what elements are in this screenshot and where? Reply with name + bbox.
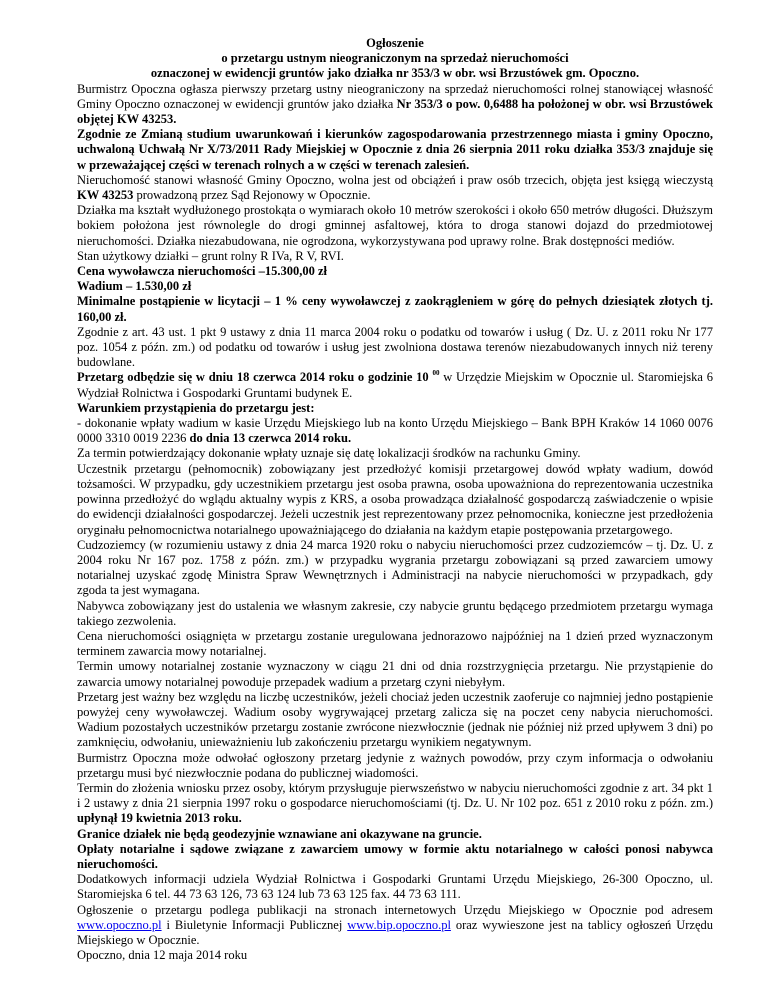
payment-date-paragraph: Za termin potwierdzający dokonanie wpłaty uznaje się datę lokalizacji środków na rachunku Gminy.	[77, 446, 581, 461]
usage-paragraph: Stan użytkowy działki – grunt rolny R IVa, R V, RVI.	[77, 248, 344, 263]
deposit-amount: Wadium – 1.530,00 zł	[77, 279, 192, 294]
deposit-payment-paragraph	[77, 416, 713, 446]
starting-price: Cena wywoławcza nieruchomości –15.300,00 zł	[77, 264, 327, 279]
title-parcel-line: oznaczonej w ewidencji gruntów jako działka nr 353/3 w obr. wsi Brzustówek gm. Opoczno.	[150, 66, 640, 81]
notarial-deadline-paragraph: Termin umowy notarialnej zostanie wyznaczony w ciągu 21 dni od dnia rozstrzygnięcia przetargu. Nie przystąpienie do zawarcia umowy notarialnej powoduje przepadek wadium a przetarg czyni niebyłym.	[77, 659, 713, 689]
date-signature: Opoczno, dnia 12 maja 2014 roku	[77, 948, 248, 963]
court-text: prowadzoną przez Sąd Rejonowy w Opocznie.	[133, 188, 371, 203]
boundaries-paragraph: Granice działek nie będą geodezyjnie wznawiane ani okazywane na gruncie.	[77, 826, 482, 841]
bip-website-link[interactable]: www.bip.opoczno.pl	[347, 917, 451, 932]
price-settlement-paragraph: Cena nieruchomości osiągnięta w przetargu zostanie uregulowana jednorazowo najpóźniej na 1 dzień przed wyznaczonym terminem zawarcia mowy notarialnej.	[77, 628, 713, 659]
announcement-document	[77, 36, 713, 963]
notice-board-text: oraz wywieszone jest na tablicy ogłoszeń Urzędu Miejskiego w Opocznie.	[77, 917, 713, 947]
land-register-number: KW 43253	[77, 188, 134, 203]
auction-date: Przetarg odbędzie się w dniu 18 czerwca 2014 roku o godzinie 10	[77, 370, 433, 385]
auction-location: w Urzędzie Miejskim w Opocznie ul. Staromiejska 6 Wydział Rolnictwa i Gospodarki Gruntami budynek E.	[77, 370, 713, 400]
ownership-paragraph	[77, 173, 713, 203]
title-subheading: o przetargu ustnym nieograniczonym na sprzedaż nieruchomości	[221, 51, 569, 66]
bip-text: i Biuletynie Informacji Publicznej	[161, 917, 348, 932]
zoning-paragraph: Zgodnie ze Zmianą studium uwarunkowań i kierunków zagospodarowania przestrzennego miasta i gminy Opoczno, uchwaloną Uchwałą Nr X/73/2011 Rady Miejskiej w Opocznie z dnia 26 sierpnia 2011 roku działka 353/3 znajduje się w przeważającej części w terenach rolnych a w części w terenach zalesień.	[77, 127, 713, 172]
priority-deadline: upłynął 19 kwietnia 2013 roku.	[77, 811, 242, 826]
publication-text: Ogłoszenie o przetargu podlega publikacji na stronach internetowych Urzędu Miejskiego w Opocznie pod adresem	[77, 902, 713, 917]
publication-paragraph	[77, 903, 713, 949]
contact-paragraph: Dodatkowych informacji udziela Wydział Rolnictwa i Gospodarki Gruntami Urzędu Miejskiego, 26-300 Opoczno, ul. Staromiejska 6 tel. 44 73 63 126, 73 63 124 lub 73 63 125 fax. 44 73 63 111.	[77, 872, 713, 902]
foreigners-paragraph: Cudzoziemcy (w rozumieniu ustawy z dnia 24 marca 1920 roku o nabyciu nieruchomości przez cudzoziemców – tj. Dz. U. z 2004 roku Nr 167 poz. 1758 z późn. zm.) w przypadku wygrania przetargu zobowiązani są przed zawarciem umowy notarialnej uzyskać zgodę Ministra Spraw Wewnętrznych i Administracji na nabycie nieruchomości w przypadkach, gdy zgoda ta jest wymagana.	[77, 537, 713, 598]
parcel-details: Nr 353/3 o pow. 0,6488 ha położonej w obr. wsi Brzustówek objętej KW 43253.	[77, 96, 713, 127]
priority-paragraph	[77, 781, 713, 827]
cancellation-paragraph: Burmistrz Opoczna może odwołać ogłoszony przetarg jedynie z ważnych powodów, przy czym informacja o odwołaniu przetargu musi być niezwłocznie podana do publicznej wiadomości.	[77, 750, 713, 780]
deposit-payment-text: - dokonanie wpłaty wadium w kasie Urzędu Miejskiego lub na konto Urzędu Miejskiego – Bank BPH Kraków 14 1060 0076 0000 3310 0019 2236	[77, 416, 713, 446]
vat-paragraph: Zgodnie z art. 43 ust. 1 pkt 9 ustawy z dnia 11 marca 2004 roku o podatku od towarów i usług ( Dz. U. z 2011 roku Nr 177 poz. 1054 z późn. zm.) od podatku od towarów i usług jest zwolniona dostawa terenów niezabudowanych innych niż tereny budowlane.	[77, 324, 713, 370]
priority-text: Termin do złożenia wniosku przez osoby, którym przysługuje pierwszeństwo w nabyciu nieruchomości zgodnie z art. 34 pkt 1 i 2 ustawy z dnia 21 sierpnia 1997 roku o gospodarce nieruchomościami (tj. Dz. U. Nr 102 poz. 651 z 2010 roku z późn. zm.)	[77, 780, 713, 811]
validity-paragraph: Przetarg jest ważny bez względu na liczbę uczestników, jeżeli chociaż jeden uczestnik zaoferuje co najmniej jedno postąpienie powyżej ceny wywoławczej. Wadium osoby wygrywającej przetarg zalicza się na poczet ceny nabycia nieruchomości. Wadium pozostałych uczestników przetargu zostanie zwrócone niezwłocznie (jednak nie później niż przed upływem 3 dni) po zamknięciu, odwołaniu, unieważnieniu lub zakończeniu przetargu wynikiem negatywnym.	[77, 689, 713, 750]
ownership-text: Nieruchomość stanowi własność Gminy Opoczno, wolna jest od obciążeń i praw osób trzecich, objęta jest księgą wieczystą	[77, 172, 713, 187]
conditions-heading: Warunkiem przystąpienia do przetargu jest:	[77, 400, 315, 415]
intro-paragraph	[77, 82, 713, 128]
auction-time-minutes: 00	[432, 369, 440, 378]
fees-paragraph: Opłaty notarialne i sądowe związane z zawarciem umowy w formie aktu notarialnego w całości ponosi nabywca nieruchomości.	[77, 841, 713, 871]
minimum-increment: Minimalne postąpienie w licytacji – 1 % ceny wywoławczej z zaokrągleniem w górę do pełnych dziesiątek złotych tj. 160,00 zł.	[77, 294, 713, 324]
participant-docs-paragraph: Uczestnik przetargu (pełnomocnik) zobowiązany jest przedłożyć komisji przetargowej dowód wpłaty wadium, dowód tożsamości. W przypadku, gdy uczestnikiem przetargu jest osoba prawna, osoba upoważniona do reprezentowania uczestnika powinna przedłożyć do wglądu aktualny wypis z KRS, a osoba prowadząca działalność gospodarczą zaświadczenie o wpisie do ewidencji działalności gospodarczej. Jeżeli uczestnik jest reprezentowany przez pełnomocnika, konieczne jest przedłożenia oryginału pełnomocnictwa notarialnego upoważniającego do działania na każdym etapie postępowania przetargowego.	[77, 461, 713, 537]
description-paragraph: Działka ma kształt wydłużonego prostokąta o wymiarach około 10 metrów szerokości i około 650 metrów długości. Dłuższym bokiem położona jest równolegle do drogi gminnej asfaltowej, która to droga stanowi dojazd do przedmiotowej nieruchomości. Działka niezabudowana, nie ogrodzona, wykorzystywana pod uprawy rolne. Brak dostępności mediów.	[77, 203, 713, 248]
auction-date-paragraph	[77, 370, 713, 400]
permit-paragraph: Nabywca zobowiązany jest do ustalenia we własnym zakresie, czy nabycie gruntu będącego przedmiotem przetargu wymaga takiego zezwolenia.	[77, 598, 713, 628]
intro-text: Burmistrz Opoczna ogłasza pierwszy przetarg ustny nieograniczony na sprzedaż nieruchomości rolnej stanowiącej własność Gminy Opoczno oznaczonej w ewidencji gruntów jako działka	[77, 81, 713, 111]
deposit-deadline: do dnia 13 czerwca 2014 roku.	[189, 431, 352, 446]
opoczno-website-link[interactable]: www.opoczno.pl	[77, 917, 162, 932]
title-heading: Ogłoszenie	[366, 36, 424, 50]
